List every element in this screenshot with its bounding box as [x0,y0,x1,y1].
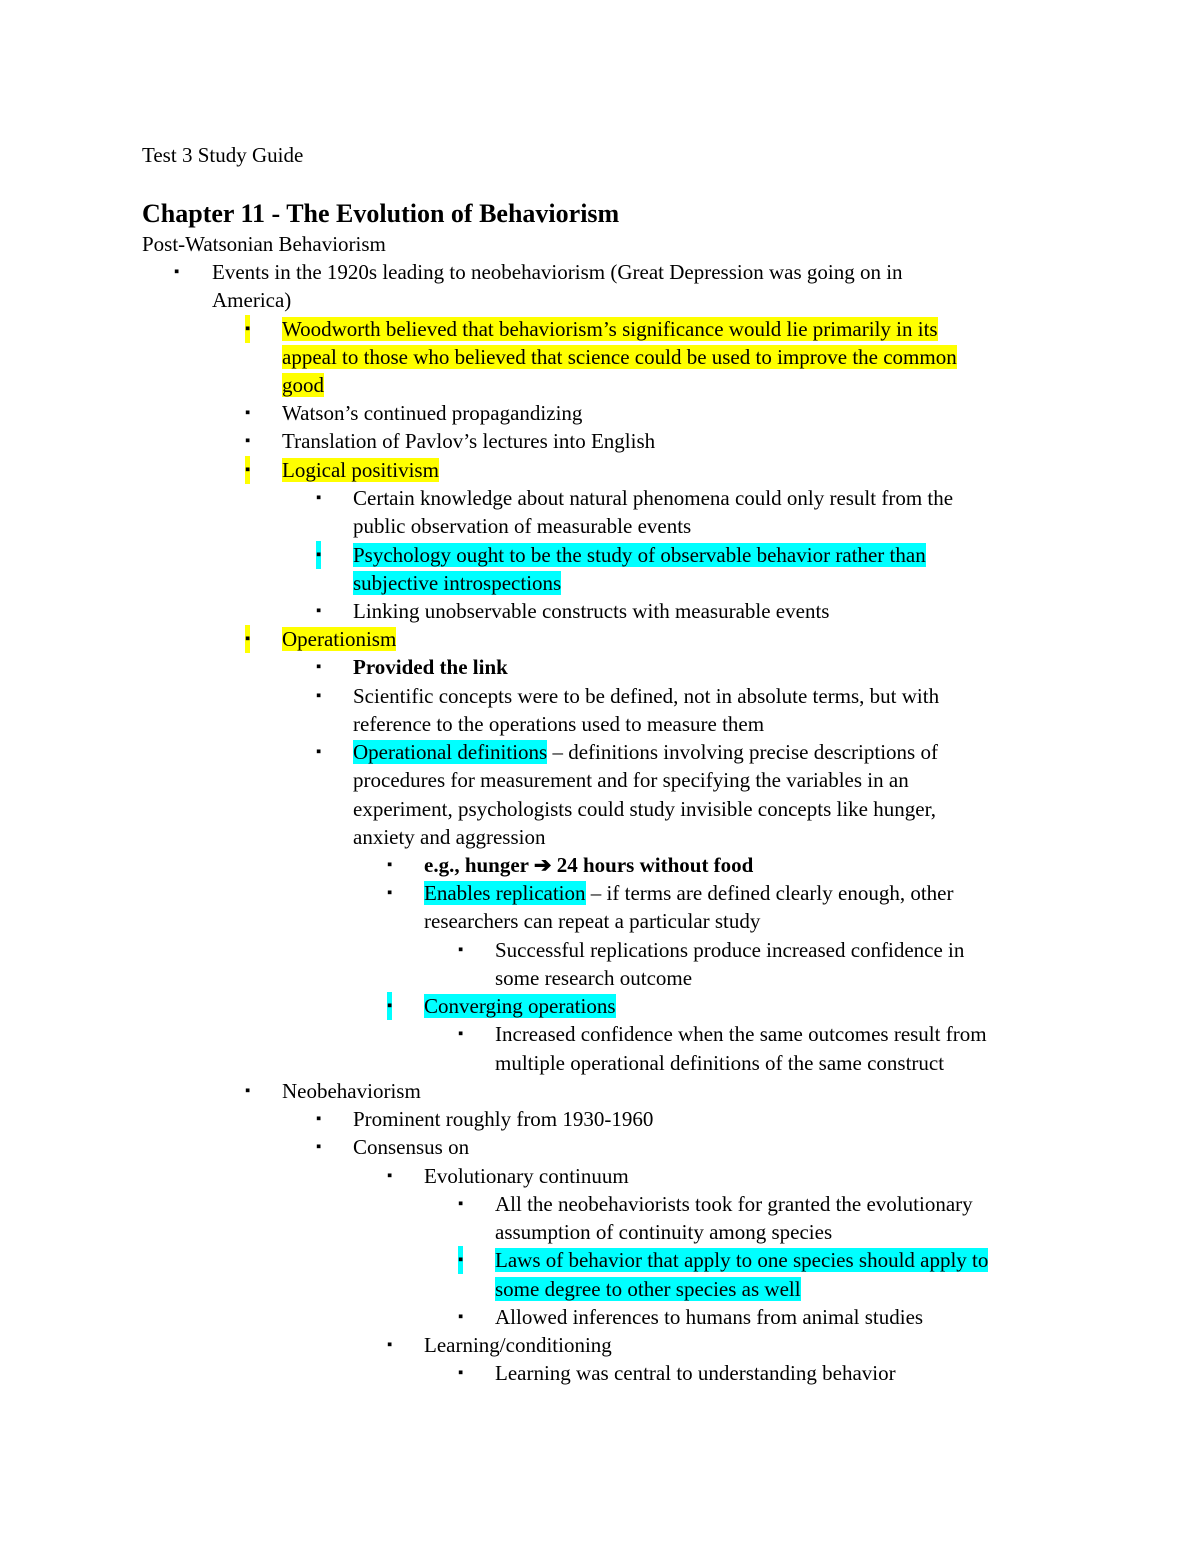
document-title: Test 3 Study Guide [142,143,304,167]
highlighted-text: some degree to other species as well [495,1277,801,1301]
bullet-icon: ▪ [387,1168,393,1184]
list-item: Consensus on [353,1135,470,1159]
list-item [353,541,926,569]
bullet-icon: ▪ [316,541,321,569]
bullet-icon: ▪ [316,659,322,675]
bullet-icon: ▪ [245,315,250,343]
list-item: Successful replications produce increased confidence in [495,938,965,962]
list-item [282,371,324,399]
bullet-icon: ▪ [245,405,251,421]
list-item: assumption of continuity among species [495,1220,833,1244]
list-item: Scientific concepts were to be defined, not in absolute terms, but with [353,684,940,708]
bullet-icon: ▪ [458,942,464,958]
item-text: e.g., hunger [424,853,534,877]
list-item [424,851,753,879]
list-item: Events in the 1920s leading to neobehaviorism (Great Depression was going on in [212,260,903,284]
list-item: some research outcome [495,966,693,990]
bullet-icon: ▪ [316,1111,322,1127]
list-item: Linking unobservable constructs with measurable events [353,599,830,623]
list-item: All the neobehaviorists took for granted the evolutionary [495,1192,973,1216]
bullet-icon: ▪ [458,1309,464,1325]
list-item [353,738,938,766]
section-heading: Post-Watsonian Behaviorism [142,232,386,256]
bullet-icon: ▪ [316,688,322,704]
bullet-icon: ▪ [458,1246,463,1274]
highlighted-text: Converging operations [424,994,616,1018]
bullet-icon: ▪ [245,433,251,449]
list-item [495,1246,988,1274]
list-item: public observation of measurable events [353,514,692,538]
list-item: experiment, psychologists could study invisible concepts like hunger, [353,797,936,821]
list-item: procedures for measurement and for specifying the variables in an [353,768,909,792]
highlighted-text: Operational definitions [353,740,548,764]
list-item: Watson’s continued propagandizing [282,401,583,425]
highlighted-text: Psychology ought to be the study of observable behavior rather than [353,543,926,567]
bullet-icon: ▪ [245,456,250,484]
highlighted-text: Logical positivism [282,458,439,482]
highlighted-text: appeal to those who believed that science could be used to improve the common [282,345,957,369]
bullet-icon: ▪ [387,992,392,1020]
bullet-icon: ▪ [174,264,180,280]
highlighted-text: Woodworth believed that behaviorism’s significance would lie primarily in its [282,317,938,341]
list-item: Translation of Pavlov’s lectures into English [282,429,656,453]
list-item: Neobehaviorism [282,1079,421,1103]
bullet-icon: ▪ [387,857,393,873]
list-item: multiple operational definitions of the same construct [495,1051,945,1075]
list-item: researchers can repeat a particular study [424,909,761,933]
bullet-icon: ▪ [387,885,393,901]
bullet-icon: ▪ [245,625,250,653]
bullet-icon: ▪ [245,1083,251,1099]
highlighted-text: Enables replication [424,881,586,905]
item-text: – if terms are defined clearly enough, other [585,881,954,905]
highlighted-text: subjective introspections [353,571,562,595]
list-item: Provided the link [353,655,508,679]
bullet-icon: ▪ [458,1196,464,1212]
bullet-icon: ▪ [316,744,322,760]
arrow-icon: ➔ [533,853,552,877]
list-item: Prominent roughly from 1930-1960 [353,1107,654,1131]
list-item: America) [212,288,292,312]
list-item [282,343,957,371]
chapter-heading: Chapter 11 - The Evolution of Behaviorism [142,199,620,228]
list-item [424,992,616,1020]
list-item [424,879,953,907]
item-text: 24 hours without food [551,853,754,877]
bullet-icon: ▪ [458,1026,464,1042]
highlighted-text: good [282,373,324,397]
list-item [495,1275,801,1303]
list-item [353,569,561,597]
highlighted-text: Operationism [282,627,397,651]
list-item: Learning/conditioning [424,1333,612,1357]
bullet-icon: ▪ [316,490,322,506]
bullet-icon: ▪ [316,603,322,619]
list-item [282,315,938,343]
list-item: reference to the operations used to measure them [353,712,765,736]
bullet-icon: ▪ [316,1139,322,1155]
list-item: Increased confidence when the same outcomes result from [495,1022,987,1046]
list-item: Learning was central to understanding behavior [495,1361,896,1385]
list-item [282,625,396,653]
bullet-icon: ▪ [458,1365,464,1381]
item-text: – definitions involving precise descriptions of [547,740,938,764]
bullet-icon: ▪ [387,1337,393,1353]
list-item: Allowed inferences to humans from animal studies [495,1305,924,1329]
list-item: Evolutionary continuum [424,1164,629,1188]
list-item: anxiety and aggression [353,825,546,849]
highlighted-text: Laws of behavior that apply to one species should apply to [495,1248,989,1272]
list-item [282,456,439,484]
list-item: Certain knowledge about natural phenomena could only result from the [353,486,954,510]
